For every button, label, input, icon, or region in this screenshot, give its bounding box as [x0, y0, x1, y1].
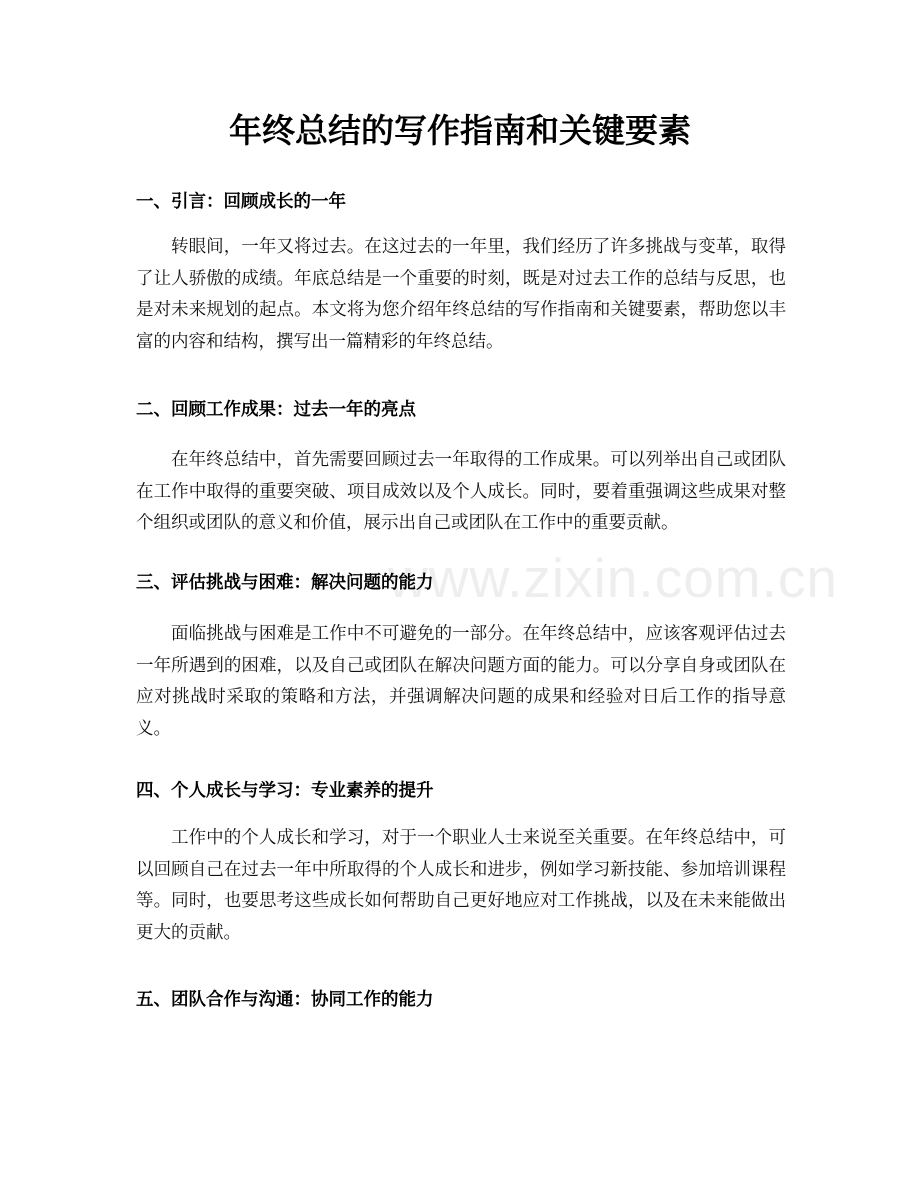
document-title: 年终总结的写作指南和关键要素 [229, 111, 691, 150]
section-paragraph-1: 转眼间，一年又将过去。在这过去的一年里，我们经历了许多挑战与变革，取得了让人骄傲的成绩。年底总结是一个重要的时刻，既是对过去工作的总结与反思，也是对未来规划的起点。本文将为您介绍年终总结的写作指南和关键要素，帮助您以丰富的内容和结构，撰写出一篇精彩的年终总结。 [136, 237, 786, 352]
section-heading-5: 五、团队合作与沟通：协同工作的能力 [136, 990, 434, 1010]
section-paragraph-3: 面临挑战与困难是工作中不可避免的一部分。在年终总结中，应该客观评估过去一年所遇到的困难，以及自己或团队在解决问题方面的能力。可以分享自身或团队在应对挑战时采取的策略和方法，并强调解决问题的成果和经验对日后工作的指导意义。 [136, 624, 786, 739]
section-paragraph-4: 工作中的个人成长和学习，对于一个职业人士来说至关重要。在年终总结中，可以回顾自己在过去一年中所取得的个人成长和进步，例如学习新技能、参加培训课程等。同时，也要思考这些成长如何帮助自己更好地应对工作挑战，以及在未来能做出更大的贡献。 [136, 828, 786, 943]
watermark: www.zixin.com.cn [388, 547, 838, 609]
section-heading-4: 四、个人成长与学习：专业素养的提升 [136, 781, 434, 801]
section-paragraph-2: 在年终总结中，首先需要回顾过去一年取得的工作成果。可以列举出自己或团队在工作中取得的重要突破、项目成效以及个人成长。同时，要着重强调这些成果对整个组织或团队的意义和价值，展示出自己或团队在工作中的重要贡献。 [136, 450, 786, 533]
section-heading-3: 三、评估挑战与困难：解决问题的能力 [136, 573, 434, 593]
section-heading-2: 二、回顾工作成果：过去一年的亮点 [136, 400, 416, 420]
section-heading-1: 一、引言：回顾成长的一年 [136, 192, 346, 212]
